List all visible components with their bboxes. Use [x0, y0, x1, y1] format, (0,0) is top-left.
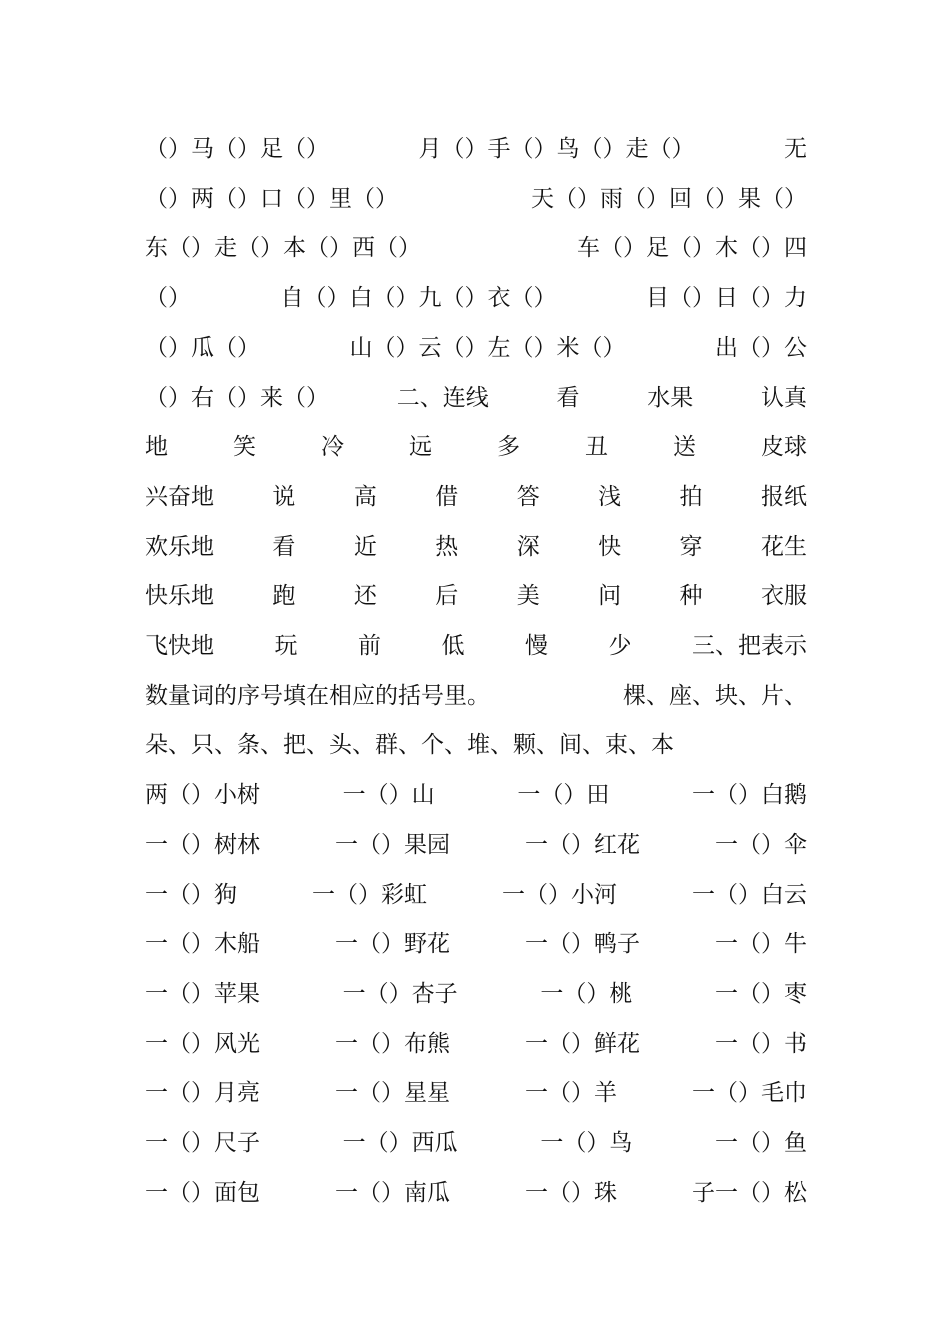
- text-segment: 一（）珠: [525, 1179, 617, 1206]
- text-segment: 棵、座、块、片、: [623, 682, 807, 709]
- text-segment: 东（）走（）本（）西（）: [145, 235, 421, 262]
- text-segment: 二、连线: [396, 384, 489, 411]
- text-segment: 一（）鲜花: [525, 1030, 640, 1057]
- text-segment: 一（）书: [715, 1030, 807, 1057]
- text-line: [145, 725, 807, 765]
- text-segment: 一（）红花: [525, 831, 640, 858]
- text-segment: 一（）树林: [145, 831, 260, 858]
- text-segment: 一（）南瓜: [335, 1179, 450, 1206]
- text-segment: 说: [272, 483, 296, 510]
- text-segment: 浅: [598, 483, 622, 510]
- text-line: [145, 179, 807, 219]
- text-segment: 穿: [679, 533, 703, 560]
- text-segment: 丑: [585, 434, 608, 461]
- text-line: [145, 1123, 807, 1163]
- text-segment: 一（）西瓜: [342, 1130, 458, 1156]
- text-segment: 一（）羊: [525, 1080, 617, 1107]
- text-segment: 种: [679, 583, 703, 610]
- text-segment: 远: [409, 434, 432, 461]
- text-segment: 兴奋地: [145, 483, 214, 510]
- text-segment: 美: [516, 583, 540, 610]
- text-segment: 自（）白（）九（）衣（）: [280, 285, 557, 312]
- text-segment: （）马（）足（）: [145, 136, 329, 162]
- text-segment: 慢: [525, 633, 548, 659]
- text-segment: 一（）白鹅: [691, 782, 807, 809]
- text-segment: 一（）鸭子: [525, 931, 640, 958]
- text-segment: 一（）毛巾: [692, 1080, 807, 1107]
- text-segment: 一（）牛: [715, 931, 807, 958]
- text-segment: 近: [353, 533, 377, 560]
- text-segment: 一（）山: [342, 782, 435, 809]
- text-segment: 热: [435, 533, 459, 560]
- text-segment: 一（）木船: [145, 931, 260, 958]
- text-segment: 花生: [760, 533, 807, 560]
- text-segment: 月（）手（）鸟（）走（）: [418, 136, 695, 162]
- text-line: [145, 129, 807, 169]
- text-line: [145, 477, 807, 517]
- text-segment: 送: [673, 434, 696, 461]
- text-segment: 水果: [647, 384, 694, 411]
- text-segment: 多: [497, 434, 520, 461]
- text-segment: 两（）小树: [145, 782, 260, 809]
- text-segment: 一（）尺子: [145, 1130, 260, 1156]
- text-segment: 一（）伞: [715, 831, 807, 858]
- text-segment: 看: [272, 533, 296, 560]
- text-line: [145, 1173, 807, 1213]
- text-segment: 一（）面包: [145, 1179, 260, 1206]
- text-segment: 认真: [761, 384, 807, 411]
- text-segment: 深: [516, 533, 540, 560]
- text-line: [145, 527, 807, 567]
- text-segment: 看: [556, 384, 580, 411]
- text-segment: 跑: [272, 583, 296, 610]
- text-segment: 一（）布熊: [335, 1030, 450, 1057]
- text-line: [145, 924, 807, 964]
- text-segment: 报纸: [760, 483, 807, 510]
- text-segment: 一（）杏子: [342, 980, 458, 1007]
- text-segment: 朵、只、条、把、头、群、个、堆、颗、间、束、本: [145, 732, 674, 759]
- text-line: [145, 1073, 807, 1113]
- text-segment: 一（）星星: [335, 1080, 450, 1107]
- text-line: [145, 825, 807, 865]
- text-segment: 一（）野花: [335, 931, 450, 958]
- text-segment: 一（）月亮: [145, 1080, 260, 1107]
- text-segment: 一（）桃: [540, 980, 633, 1007]
- text-segment: 答: [516, 483, 540, 510]
- text-segment: 一（）鸟: [540, 1130, 633, 1156]
- text-line: [145, 576, 807, 616]
- text-segment: 一（）枣: [714, 980, 807, 1007]
- text-segment: 前: [358, 633, 381, 659]
- text-segment: 笑: [233, 434, 256, 461]
- text-segment: 一（）果园: [335, 831, 450, 858]
- text-segment: 问: [598, 583, 622, 610]
- text-line: [145, 676, 807, 716]
- text-segment: 一（）田: [517, 782, 610, 809]
- text-line: [145, 278, 807, 318]
- text-segment: 欢乐地: [145, 533, 214, 560]
- text-segment: 衣服: [760, 583, 807, 610]
- text-segment: 少: [608, 633, 632, 659]
- text-line: [145, 626, 807, 666]
- text-segment: 三、把表示: [692, 633, 807, 659]
- text-line: [145, 974, 807, 1014]
- text-segment: 天（）雨（）回（）果（）: [531, 185, 807, 212]
- text-segment: 一（）小河: [502, 881, 617, 908]
- text-segment: 玩: [274, 633, 298, 659]
- text-segment: 车（）足（）木（）四: [577, 235, 807, 262]
- text-segment: 一（）鱼: [714, 1130, 807, 1156]
- text-segment: 子一（）松: [692, 1179, 807, 1206]
- text-line: [145, 775, 807, 815]
- text-segment: 皮球: [761, 434, 807, 461]
- text-segment: （）右（）来（）: [145, 384, 329, 411]
- text-segment: 快乐地: [145, 583, 214, 610]
- text-segment: 拍: [679, 483, 703, 510]
- text-segment: 低: [441, 633, 465, 659]
- text-line: [145, 427, 807, 467]
- text-segment: 山（）云（）左（）米（）: [349, 334, 626, 361]
- text-segment: 出（）公: [715, 334, 807, 361]
- text-segment: 目（）日（）力: [646, 285, 807, 312]
- text-segment: 一（）白云: [692, 881, 807, 908]
- text-segment: 借: [435, 483, 459, 510]
- text-segment: 一（）苹果: [145, 980, 260, 1007]
- text-segment: （）两（）口（）里（）: [145, 185, 398, 212]
- text-segment: 后: [435, 583, 459, 610]
- text-line: [145, 875, 807, 915]
- text-line: [145, 328, 807, 368]
- text-segment: 一（）狗: [145, 881, 237, 908]
- text-segment: 飞快地: [145, 633, 214, 659]
- text-segment: 数量词的序号填在相应的括号里。: [145, 682, 490, 709]
- text-segment: 冷: [321, 434, 344, 461]
- text-segment: 高: [353, 483, 377, 510]
- text-segment: （）: [145, 285, 191, 312]
- text-line: [145, 378, 807, 418]
- text-segment: 一（）风光: [145, 1030, 260, 1057]
- text-segment: 无: [784, 136, 807, 162]
- text-segment: 还: [353, 583, 377, 610]
- text-line: [145, 228, 807, 268]
- text-segment: 地: [145, 434, 168, 461]
- text-segment: （）瓜（）: [145, 334, 260, 361]
- text-line: [145, 1024, 807, 1064]
- text-segment: 快: [598, 533, 622, 560]
- text-segment: 一（）彩虹: [312, 881, 427, 908]
